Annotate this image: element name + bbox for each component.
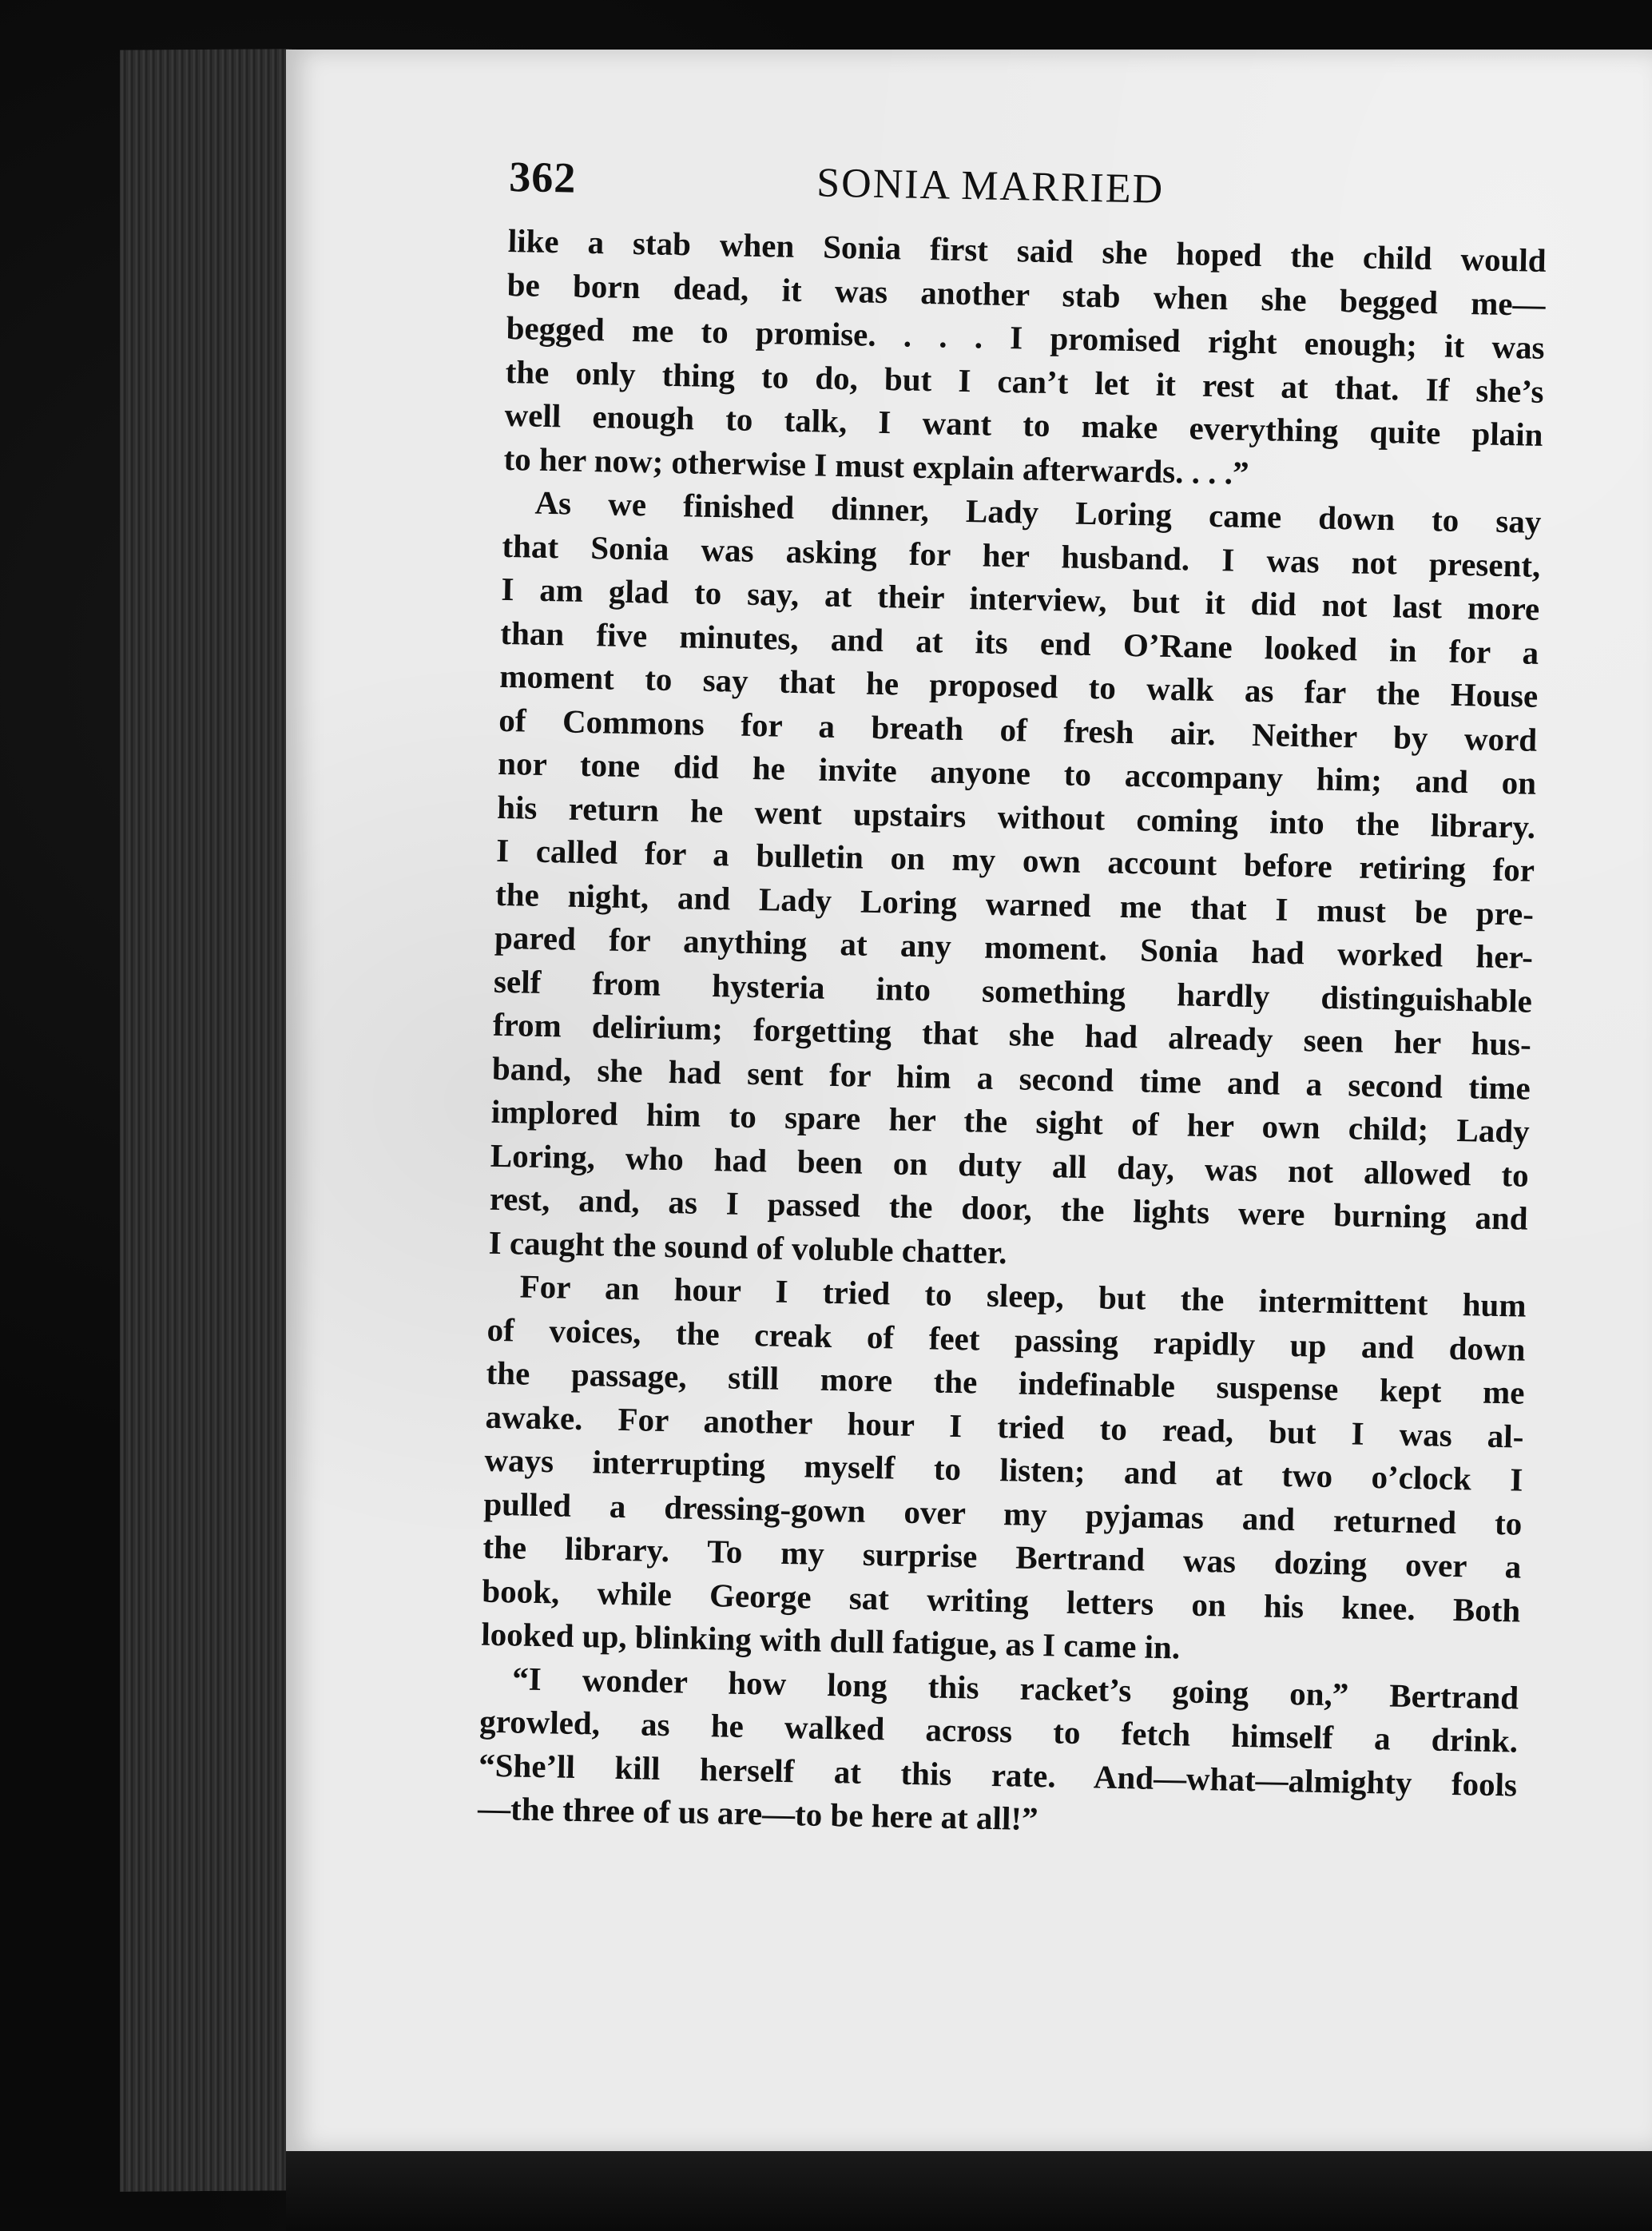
text-line: from delirium; forgetting that she had already seen her hus- — [492, 1005, 1532, 1063]
page-number: 362 — [508, 152, 577, 202]
text-line: I caught the sound of voluble chatter. — [488, 1223, 1007, 1271]
text-line: For an hour I tried to sleep, but the intermittent hum — [519, 1267, 1527, 1324]
text-line: —the three of us are—to be here at all!” — [477, 1789, 1038, 1838]
text-line: of voices, the creak of feet passing rapidly up and down — [486, 1310, 1526, 1368]
text-line: that Sonia was asking for her husband. I was not present, — [502, 527, 1541, 584]
text-line: well enough to talk, I want to make everything quite plain — [504, 396, 1543, 453]
text-line: pulled a dressing-gown over my pyjamas and returned to — [483, 1485, 1523, 1542]
text-line: rest, and, as I passed the door, the lights were burning and — [489, 1179, 1529, 1237]
page-content — [478, 152, 1548, 1850]
text-line: the only thing to do, but I can’t let it rest at that. If she’s — [505, 352, 1544, 410]
text-line: his return he went upstairs without coming into the library. — [496, 788, 1536, 845]
text-line: growled, as he walked across to fetch himself a drink. — [479, 1702, 1519, 1760]
text-line: “I wonder how long this racket’s going on,” Bertrand — [511, 1659, 1519, 1716]
text-line: As we finished dinner, Lady Loring came down to say — [534, 483, 1542, 540]
text-line: band, she had sent for him a second time and a second time — [491, 1049, 1531, 1107]
text-line: the night, and Lady Loring warned me that I must be pre- — [494, 875, 1535, 933]
text-line: be born dead, it was another stab when she begged me— — [506, 265, 1547, 323]
text-line: nor tone did he invite anyone to accompany him; and on — [497, 744, 1537, 801]
text-line: Loring, who had been on duty all day, was not allowed to — [490, 1136, 1530, 1194]
running-title: SONIA MARRIED — [816, 160, 1165, 213]
text-line: pared for anything at any moment. Sonia had worked her- — [494, 918, 1534, 976]
text-line: implored him to spare her the sight of her own child; Lady — [490, 1092, 1531, 1150]
text-line: to her now; otherwise I must explain afterwards. . . .” — [503, 439, 1249, 491]
text-line: than five minutes, and at its end O’Rane looked in for a — [500, 614, 1539, 671]
text-line: the passage, still more the indefinable suspense kept me — [486, 1354, 1525, 1411]
text-line: begged me to promise. . . . I promised right enough; it was — [506, 308, 1545, 366]
text-line: “She’ll kill herself at this rate. And—what—almighty fools — [478, 1746, 1518, 1803]
text-line: looked up, blinking with dull fatigue, as I came in. — [480, 1615, 1181, 1666]
book-spine — [120, 49, 296, 2192]
page-bottom-edge — [286, 2151, 1652, 2231]
text-line: of Commons for a breath of fresh air. Neither by word — [498, 701, 1538, 758]
text-line: I am glad to say, at their interview, but it did not last more — [501, 570, 1540, 627]
text-line: moment to say that he proposed to walk as far the House — [498, 657, 1539, 714]
text-line: the library. To my surprise Bertrand was dozing over a — [482, 1528, 1522, 1585]
text-line: ways interrupting myself to listen; and at two o’clock I — [484, 1441, 1523, 1498]
body-text — [478, 219, 1547, 1850]
text-line: book, while George sat writing letters on his knee. Both — [481, 1572, 1521, 1629]
book-page — [286, 50, 1652, 2151]
text-line: like a stab when Sonia first said she hoped the child would — [507, 221, 1547, 279]
text-line: self from hysteria into something hardly distinguishable — [493, 962, 1533, 1020]
text-line: I called for a bulletin on my own account before retiring for — [495, 831, 1535, 889]
text-line: awake. For another hour I tried to read, but I was al- — [485, 1398, 1524, 1455]
